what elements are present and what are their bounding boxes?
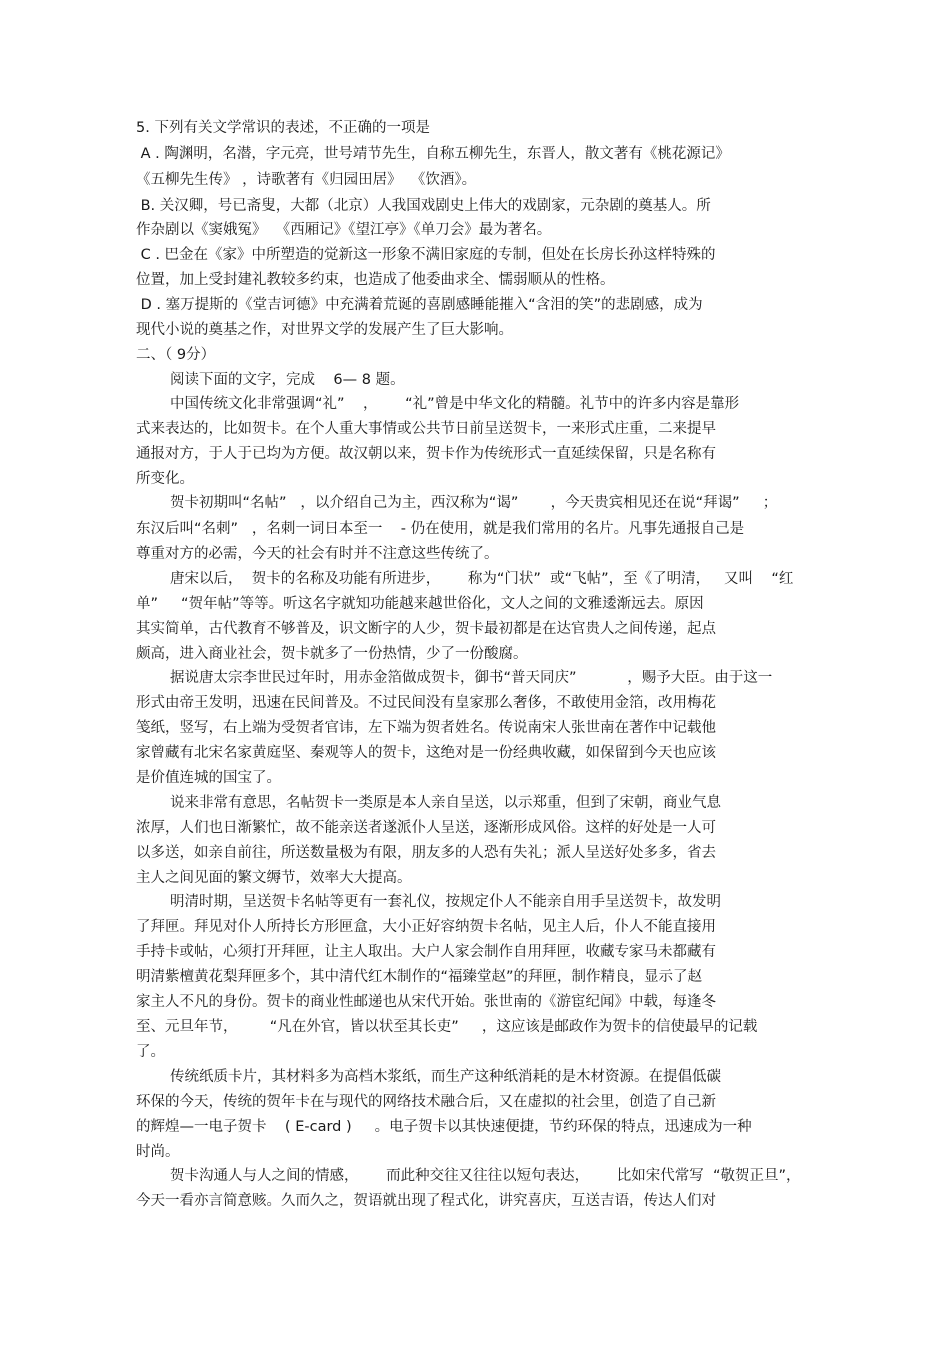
passage-line: 其实简单，古代教育不够普及，识文断字的人少，贺卡最初都是在达官贵人之间传递，起点 xyxy=(136,621,716,637)
passage-line: 说来非常有意思，名帖贺卡一类原是本人亲自呈送，以示郑重，但到了宋朝，商业气息 xyxy=(170,795,721,811)
passage-line: 家主人不凡的身份。贺卡的商业性邮递也从宋代开始。张世南的《游宦纪闻》中载，每逢冬 xyxy=(136,994,716,1010)
question-5-option-a-cont: 《五柳先生传》 ，诗歌著有《归园田居》 《饮酒》。 xyxy=(136,172,477,188)
passage-line: 据说唐太宗李世民过年时，用赤金箔做成贺卡，御书“普天同庆” ，赐予大臣。由于这一 xyxy=(170,670,773,686)
passage-line: 至、元旦年节， “凡在外官，皆以状至其长吏” ，这应该是邮政作为贺卡的信使最早的记载 xyxy=(136,1019,758,1035)
passage-line: 了。 xyxy=(136,1044,165,1060)
passage-line: 是价值连城的国宝了。 xyxy=(136,770,281,786)
passage-line: 东汉后叫“名刺” ，名刺一词日本至一 - 仍在使用，就是我们常用的名片。凡事先通报自己是 xyxy=(136,521,745,537)
passage-line: 主人之间见面的繁文缛节，效率大大提高。 xyxy=(136,870,412,886)
passage-line: 明清时期，呈送贺卡名帖等更有一套礼仪，按规定仆人不能亲自用手呈送贺卡，故发明 xyxy=(170,894,721,910)
passage-line: 浓厚，人们也日渐繁忙，故不能亲送者遂派仆人呈送，逐渐形成风俗。这样的好处是一人可 xyxy=(136,820,716,836)
passage-line: 笺纸，竖写，右上端为受贺者官讳，左下端为贺者姓名。传说南宋人张世南在著作中记载他 xyxy=(136,720,716,736)
passage-line: 手持卡或帖，心须打开拜匣，让主人取出。大户人家会制作自用拜匣，收藏专家马未都藏有 xyxy=(136,944,716,960)
question-5-option-c-cont: 位置，加上受封建礼教较多约束，也造成了他委曲求全、懦弱顺从的性格。 xyxy=(136,272,615,288)
question-5-stem: 5. 下列有关文学常识的表述，不正确的一项是 xyxy=(136,120,430,136)
section-2-header: 二、（ 9分） xyxy=(136,347,216,363)
question-5-option-d: D . 塞万提斯的《堂吉诃德》中充满着荒诞的喜剧感睡能摧入“含泪的笑”的悲剧感，成为 xyxy=(136,297,703,313)
passage-line: 明清紫檀黄花梨拜匣多个，其中清代红木制作的“福臻堂赵”的拜匣，制作精良，显示了赵 xyxy=(136,969,703,985)
passage-line: 贺卡沟通人与人之间的情感， 而此种交往又往往以短句表达， 比如宋代常写 “敬贺正旦”， xyxy=(170,1168,801,1184)
question-5-option-b-cont: 作杂剧以《窦娥冤》 《西厢记》《望江亭》《单刀会》最为著名。 xyxy=(136,222,552,238)
passage-line: 时尚。 xyxy=(136,1144,180,1160)
passage-line: 的辉煌—一电子贺卡 ( E-card ) 。电子贺卡以其快速便捷，节约环保的特点，迅速成为一种 xyxy=(136,1119,752,1135)
passage-line: 传统纸质卡片，其材料多为高档木浆纸，而生产这种纸消耗的是木材资源。在提倡低碳 xyxy=(170,1069,721,1085)
section-2-instruction: 阅读下面的文字，完成 6— 8 题。 xyxy=(170,372,405,388)
passage-line: 环保的今天，传统的贺年卡在与现代的网络技术融合后，又在虚拟的社会里，创造了自己新 xyxy=(136,1094,716,1110)
passage-line: 所变化。 xyxy=(136,471,194,487)
question-5-option-a: A . 陶渊明，名潜，字元亮，世号靖节先生，自称五柳先生，东晋人，散文著有《桃花源记》 xyxy=(136,146,730,162)
passage-line: 贺卡初期叫“名帖” ，以介绍自己为主，西汉称为“谒” ，今天贵宾相见还在说“拜谒” ； xyxy=(170,495,778,511)
passage-line: 以多送，如亲自前往，所送数量极为有限，朋友多的人恐有失礼；派人呈送好处多多，省去 xyxy=(136,845,716,861)
passage-line: 通报对方，于人于已均为方便。故汉朝以来，贺卡作为传统形式一直延续保留，只是名称有 xyxy=(136,446,716,462)
question-5-option-b: B. 关汉卿，号已斋叟，大都（北京）人我国戏剧史上伟大的戏剧家，元杂剧的奠基人。所 xyxy=(136,198,711,214)
passage-line: 今天一看亦言简意赅。久而久之，贺语就出现了程式化，讲究喜庆，互送吉语，传达人们对 xyxy=(136,1193,716,1209)
passage-line: 家曾藏有北宋名家黄庭坚、秦观等人的贺卡，这绝对是一份经典收藏，如保留到今天也应该 xyxy=(136,745,716,761)
passage-line: 式来表达的，比如贺卡。在个人重大事情或公共节日前呈送贺卡，一来形式庄重，二来提早 xyxy=(136,421,716,437)
question-5-option-c: C . 巴金在《家》中所塑造的觉新这一形象不满旧家庭的专制，但处在长房长孙这样特殊的 xyxy=(136,247,716,263)
passage-line: 单” “贺年帖”等等。听这名字就知功能越来越世俗化，文人之间的文雅逶渐远去。原因 xyxy=(136,596,704,612)
passage-line: 尊重对方的必需，今天的社会有时并不注意这些传统了。 xyxy=(136,546,499,562)
passage-line: 颇高，进入商业社会，贺卡就多了一份热情，少了一份酸腐。 xyxy=(136,646,528,662)
passage-line: 了拜匣。拜见对仆人所持长方形匣盒，大小正好容纳贺卡名帖，见主人后，仆人不能直接用 xyxy=(136,919,716,935)
question-5-option-d-cont: 现代小说的奠基之作，对世界文学的发展产生了巨大影响。 xyxy=(136,322,513,338)
passage-line: 形式由帝王发明，迅速在民间普及。不过民间没有皇家那么奢侈，不敢使用金箔，改用梅花 xyxy=(136,695,716,711)
passage-line: 中国传统文化非常强调“礼” ， “礼”曾是中华文化的精髓。礼节中的许多内容是靠形 xyxy=(170,396,740,412)
passage-line: 唐宋以后， 贺卡的名称及功能有所进步， 称为“门状” 或“飞帖”，至《了明清， 又叫 “红 xyxy=(170,571,794,587)
